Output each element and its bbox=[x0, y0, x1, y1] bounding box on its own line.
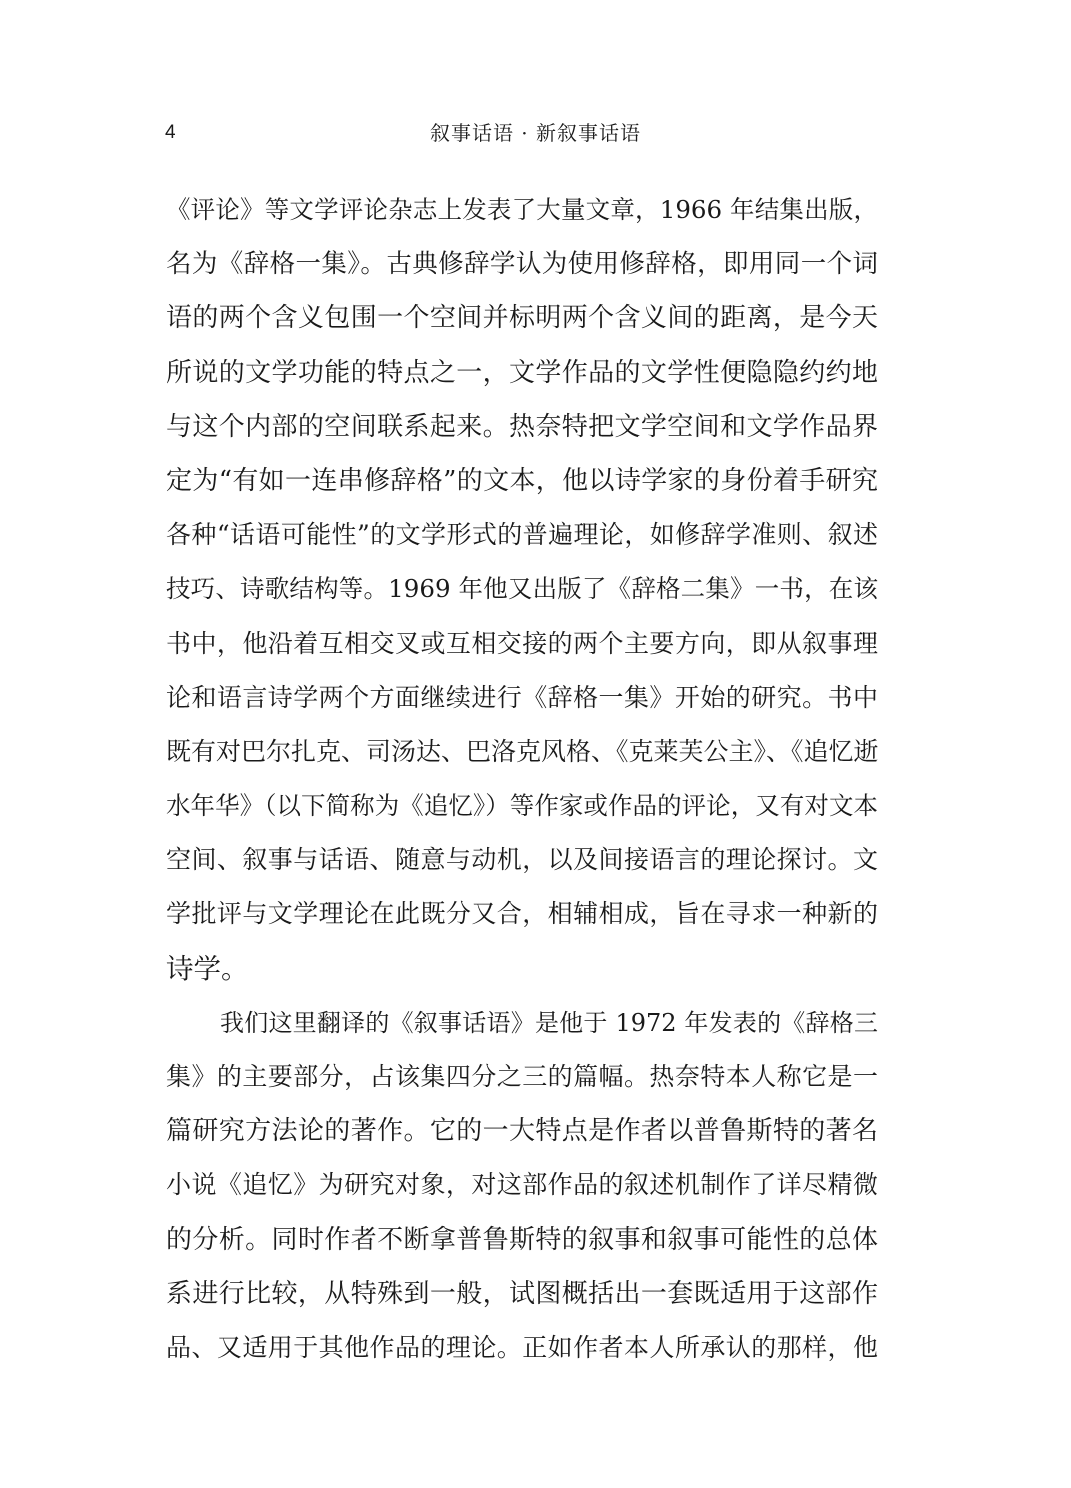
text-line: 与这个内部的空间联系起来。热奈特把文学空间和文学作品界 bbox=[166, 411, 878, 442]
page-number: 4 bbox=[165, 122, 176, 143]
text-line: 书中，他沿着互相交叉或互相交接的两个主要方向，即从叙事理 bbox=[166, 628, 878, 658]
text-line: 小说《追忆》为研究对象，对这部作品的叙述机制作了详尽精微 bbox=[166, 1170, 878, 1200]
body-text bbox=[166, 183, 878, 1375]
text-line: 品、又适用于其他作品的理论。正如作者本人所承认的那样，他 bbox=[166, 1332, 878, 1362]
text-line: 所说的文学功能的特点之一，文学作品的文学性便隐隐约约地 bbox=[166, 357, 878, 388]
text-line: 诗学。 bbox=[166, 952, 249, 985]
text-line: 水年华》（以下简称为《追忆》）等作家或作品的评论，又有对文本 bbox=[166, 791, 878, 821]
text-line: 篇研究方法论的著作。它的一大特点是作者以普鲁斯特的著名 bbox=[166, 1116, 878, 1147]
text-line: 技巧、诗歌结构等。1969 年他又出版了《辞格二集》一书，在该 bbox=[166, 574, 878, 604]
text-line: 论和语言诗学两个方面继续进行《辞格一集》开始的研究。书中 bbox=[166, 682, 878, 712]
text-line: 我们这里翻译的《叙事话语》是他于 1972 年发表的《辞格三 bbox=[220, 1008, 878, 1037]
text-line: 既有对巴尔扎克、司汤达、巴洛克风格、《克莱芙公主》、《追忆逝 bbox=[166, 736, 879, 766]
text-line: 空间、叙事与话语、随意与动机，以及间接语言的理论探讨。文 bbox=[166, 845, 878, 875]
text-line: 集》的主要部分，占该集四分之三的篇幅。热奈特本人称它是一 bbox=[166, 1062, 878, 1091]
text-line: 语的两个含义包围一个空间并标明两个含义间的距离，是今天 bbox=[166, 303, 878, 334]
text-line: 《评论》等文学评论杂志上发表了大量文章，1966 年结集出版， bbox=[166, 195, 878, 224]
text-line: 定为“有如一连串修辞格”的文本，他以诗学家的身份着手研究 bbox=[166, 465, 878, 496]
paragraph bbox=[166, 183, 878, 996]
page-header bbox=[0, 118, 1071, 148]
text-line: 的分析。同时作者不断拿普鲁斯特的叙事和叙事可能性的总体 bbox=[166, 1224, 878, 1255]
running-title: 叙事话语 · 新叙事话语 bbox=[429, 121, 642, 145]
text-line: 各种“话语可能性”的文学形式的普遍理论，如修辞学准则、叙述 bbox=[166, 520, 878, 550]
paragraph bbox=[166, 996, 878, 1375]
text-line: 系进行比较，从特殊到一般，试图概括出一套既适用于这部作 bbox=[166, 1278, 878, 1309]
text-line: 学批评与文学理论在此既分又合，相辅相成，旨在寻求一种新的 bbox=[166, 899, 878, 929]
text-line: 名为《辞格一集》。古典修辞学认为使用修辞格，即用同一个词 bbox=[166, 249, 878, 280]
